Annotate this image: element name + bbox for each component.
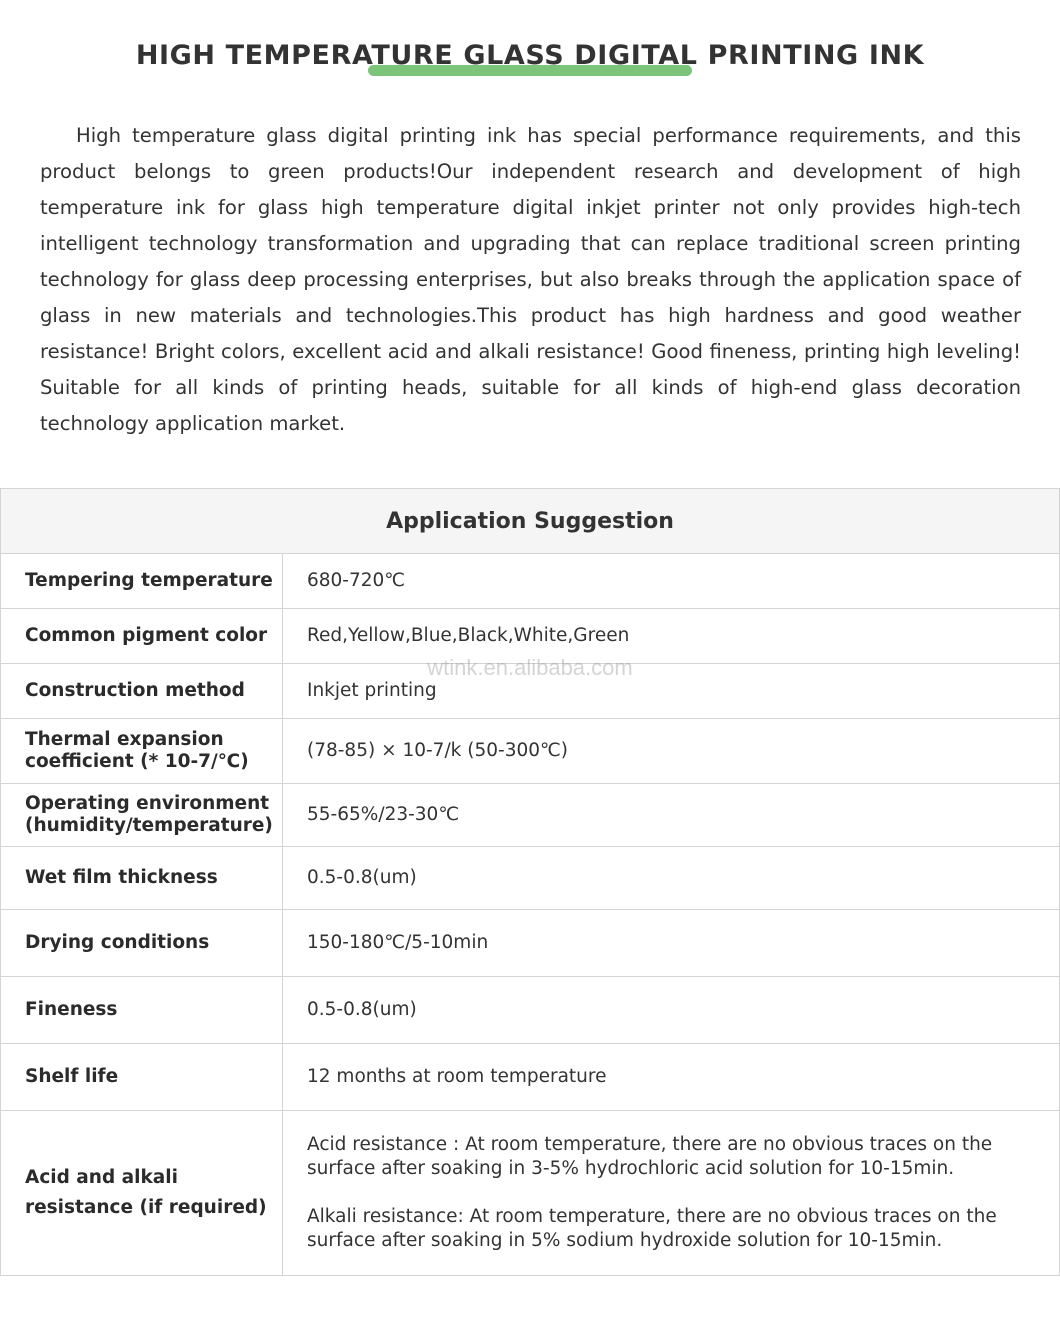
row-value: 150-180℃/5-10min [283,910,1060,977]
table-row [1,609,1060,664]
table-heading: Application Suggestion [1,489,1060,554]
row-label: Drying conditions [1,910,283,977]
row-label-line: Thermal expansion [25,729,224,750]
table-row [1,910,1060,977]
row-value [283,1111,1060,1276]
row-value: 0.5-0.8(um) [283,847,1060,910]
row-label: Tempering temperature [1,554,283,609]
row-label: Construction method [1,664,283,719]
row-value: Red,Yellow,Blue,Black,White,Green [283,609,1060,664]
table-row [1,1044,1060,1111]
alkali-resistance-text: Alkali resistance: At room temperature, there are no obvious traces on the surface after soaking in 5% sodium hydroxide solution for 10-15min. [307,1206,997,1251]
row-value: 0.5-0.8(um) [283,977,1060,1044]
table-row [1,784,1060,847]
table-row [1,847,1060,910]
row-label-line: Operating environment [25,793,270,814]
row-label [1,784,283,847]
table-row [1,664,1060,719]
title-block [0,38,1060,88]
row-label [1,719,283,784]
row-label: Wet film thickness [1,847,283,910]
application-suggestion-table [0,488,1060,1276]
table-row [1,1111,1060,1276]
row-value: 12 months at room temperature [283,1044,1060,1111]
page-title: HIGH TEMPERATURE GLASS DIGITAL PRINTING INK [135,40,925,71]
intro-paragraph: High temperature glass digital printing ink has special performance requirements, and this product belongs to green products!Our independent research and development of high temperature ink for glass high temperature digital inkjet printer not only provides high-tech intelligent technology transformation and upgrading that can replace traditional screen printing technology for glass deep processing enterprises, but also breaks through the application space of glass in new materials and technologies.This product has high hardness and good weather resistance! Bright colors, excellent acid and alkali resistance! Good fineness, printing high leveling! Suitable for all kinds of printing heads, suitable for all kinds of high-end glass decoration technology application market. [40,124,1021,435]
row-label-line: resistance (if required) [25,1197,267,1218]
table-header-row [1,489,1060,554]
table-row [1,719,1060,784]
row-label-line: coefficient (* 10-7/℃) [25,751,249,772]
row-label [1,1111,283,1276]
row-label-line: Acid and alkali [25,1167,178,1188]
row-label: Shelf life [1,1044,283,1111]
row-value: 680-720℃ [283,554,1060,609]
row-label: Fineness [1,977,283,1044]
row-label-line: (humidity/temperature) [25,815,273,836]
acid-resistance-text: Acid resistance : At room temperature, there are no obvious traces on the surface after soaking in 3-5% hydrochloric acid solution for 10-15min. [307,1134,993,1179]
table-row [1,977,1060,1044]
row-value: (78-85) × 10-7/k (50-300℃) [283,719,1060,784]
row-value: 55-65%/23-30℃ [283,784,1060,847]
watermark: wtink.en.alibaba.com [427,655,633,680]
table-row [1,554,1060,609]
row-label: Common pigment color [1,609,283,664]
row-value: Inkjet printing [283,664,1060,719]
